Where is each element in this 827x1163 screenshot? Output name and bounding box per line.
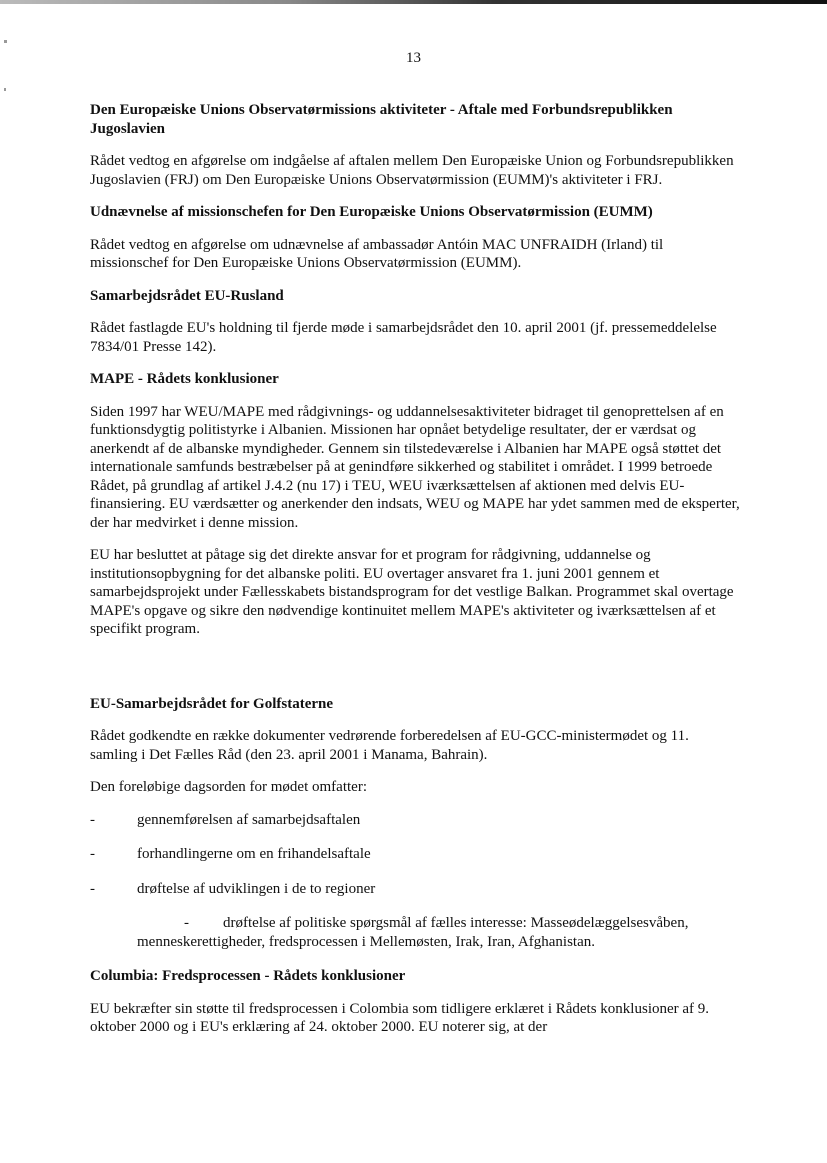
section-eumm-head-appointment [90, 203, 740, 273]
paragraph: Rådet vedtog en afgørelse om udnævnelse af ambassadør Antóin MAC UNFRAIDH (Irland) til missionschef for Den Europæiske Unions Observatørmission (EUMM). [90, 236, 664, 271]
paragraph: Den foreløbige dagsorden for mødet omfatter: [90, 779, 367, 795]
section-heading: MAPE - Rådets konklusioner [90, 371, 279, 387]
paragraph: Siden 1997 har WEU/MAPE med rådgivnings- og uddannelsesaktiviteter bidraget til genoprettelsen af en funktionsdygtig politistyrke i Albanien. Missionen har opnået betydelige resultater, der er værdsat og anerkendt af de albanske myndigheder. Gennem sin tilstedeværelse i Albanien har MAPE også støttet det internationale samfunds bestræbelser på at genindføre sikkerhed og stabilitet i området. I 1999 betroede Rådet, på grundlag af artikel J.4.2 (nu 17) i TEU, WEU iværksættelsen af aktionen med delvis EU-finansiering. EU værdsætter og anerkender den indsats, WEU og MAPE har ydet sammen med de eksperter, der har medvirket i denne mission. [90, 403, 740, 531]
sub-list-item [90, 914, 740, 951]
paragraph: Rådet fastlagde EU's holdning til fjerde møde i samarbejdsrådet den 10. april 2001 (jf. pressemeddelelse 7834/01 Presse 142). [90, 320, 717, 355]
sub-list-item-text: drøftelse af politiske spørgsmål af fælles interesse: Masseødelæggelsesvåben, menneskerettigheder, fredsprocessen i Mellemøsten, Irak, Iran, Afghanistan. [137, 915, 689, 950]
agenda-list [90, 811, 740, 899]
paragraph: Rådet vedtog en afgørelse om indgåelse af aftalen mellem Den Europæiske Union og Forbundsrepublikken Jugoslavien (FRJ) om Den Europæiske Unions Observatørmission (EUMM)'s aktiviteter i FRJ. [90, 153, 734, 188]
section-eu-russia [90, 287, 740, 357]
section-mape [90, 370, 740, 639]
scan-speck [4, 88, 6, 91]
section-heading: Samarbejdsrådet EU-Rusland [90, 287, 284, 304]
list-item: - gennemførelsen af samarbejdsaftalen [90, 811, 740, 830]
section-heading: Den Europæiske Unions Observatørmissions aktiviteter - Aftale med Forbundsrepublikken Jugoslavien [90, 102, 673, 137]
list-item: - drøftelse af udviklingen i de to regioner [90, 880, 740, 899]
document-body [90, 101, 740, 1051]
paragraph: EU har besluttet at påtage sig det direkte ansvar for et program for rådgivning, uddannelse og institutionsopbygning for det albanske politi. EU overtager ansvaret fra 1. juni 2001 gennem et samarbejdsprojekt under Fællesskabets bistandsprogram for det vestlige Balkan. Programmet skal overtage MAPE's opgave og sikre den nødvendige kontinuitet mellem MAPE's aktiviteter og iværksættelsen af et specifikt program. [90, 547, 734, 637]
section-colombia [90, 967, 740, 1037]
section-eumm-activities [90, 101, 740, 189]
section-heading: Columbia: Fredsprocessen - Rådets konklusioner [90, 968, 406, 984]
scan-speck [4, 40, 7, 43]
scan-top-border [0, 0, 827, 4]
dash-mark: - [184, 915, 189, 931]
section-heading: EU-Samarbejdsrådet for Golfstaterne [90, 695, 334, 712]
spacer [90, 653, 740, 695]
page-number: 13 [406, 50, 421, 66]
paragraph: EU bekræfter sin støtte til fredsprocessen i Colombia som tidligere erklæret i Rådets konklusioner af 9. oktober 2000 og i EU's erklæring af 24. oktober 2000. EU noterer sig, at der [90, 1000, 710, 1035]
section-gulf-states [90, 695, 740, 952]
section-heading: Udnævnelse af missionschefen for Den Europæiske Unions Observatørmission (EUMM) [90, 204, 653, 220]
paragraph: Rådet godkendte en række dokumenter vedrørende forberedelsen af EU-GCC-ministermødet og 11. samling i Det Fælles Råd (den 23. april 2001 i Manama, Bahrain). [90, 728, 689, 763]
list-item: - forhandlingerne om en frihandelsaftale [90, 845, 740, 864]
